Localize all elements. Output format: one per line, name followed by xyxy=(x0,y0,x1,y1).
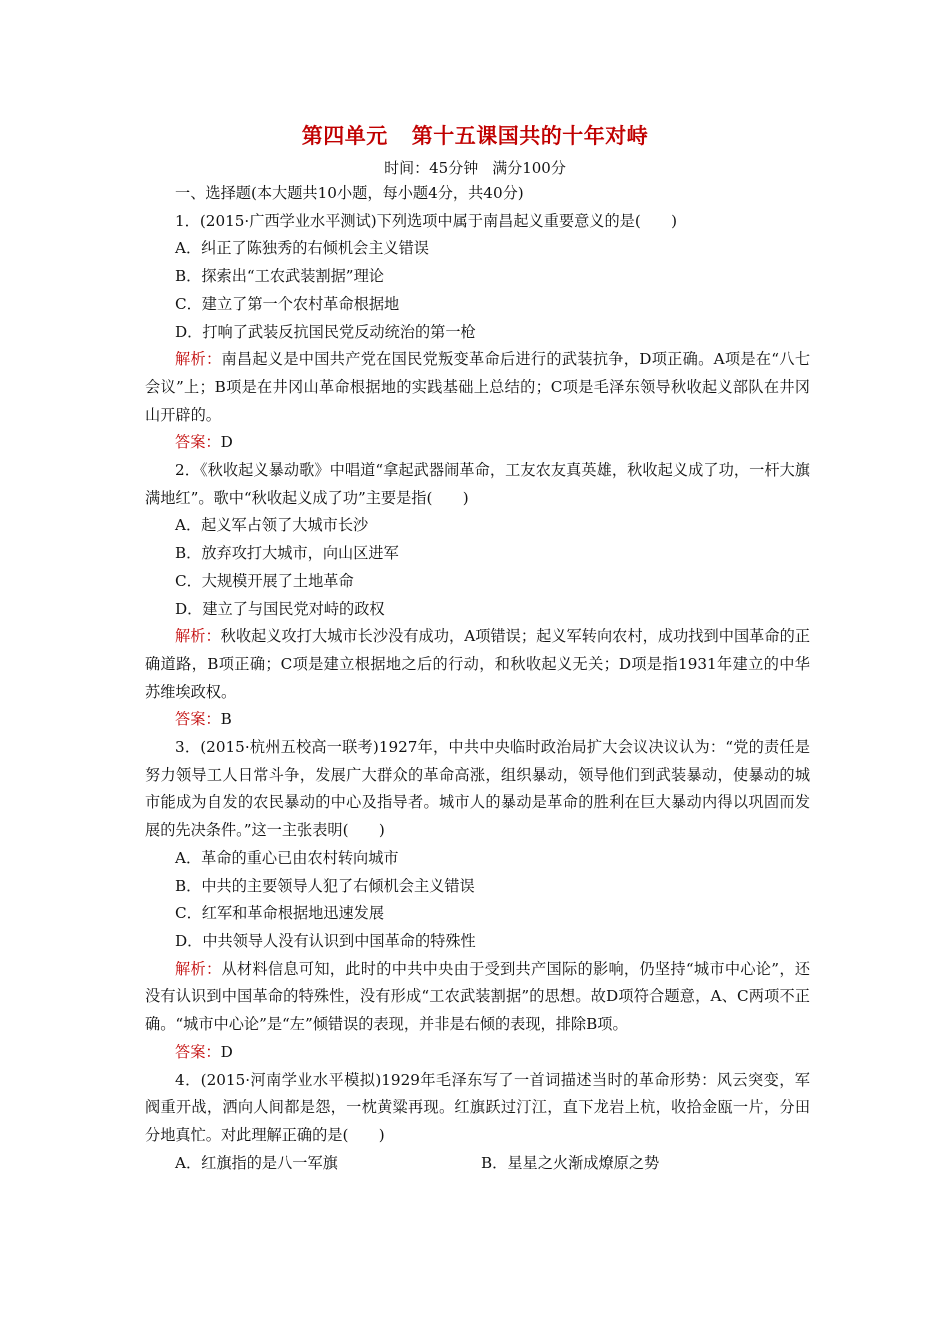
analysis-label: 解析： xyxy=(175,627,221,646)
question-1-option-c: C．建立了第一个农村革命根据地 xyxy=(175,294,400,313)
question-1-answer xyxy=(145,429,810,457)
question-2-option-b: B．放弃攻打大城市，向山区进军 xyxy=(175,544,399,563)
analysis-text: 从材料信息可知，此时的中共中央由于受到共产国际的影响，仍坚持“城市中心论”，还没有认识到中国革命的特殊性，没有形成“工农武装割据”的思想。故D项符合题意，A、C两项不正确。“城市中心论”是“左”倾错误的表现，并非是右倾的表现，排除B项。 xyxy=(145,959,811,1034)
analysis-label: 解析： xyxy=(175,959,222,978)
answer-value: D xyxy=(220,433,233,452)
question-3-option-d: D．中共领导人没有认识到中国革命的特殊性 xyxy=(175,931,476,950)
question-3-option-b: B．中共的主要领导人犯了右倾机会主义错误 xyxy=(175,876,475,895)
exam-info xyxy=(0,157,950,178)
analysis-text: 南昌起义是中国共产党在国民党叛变革命后进行的武装抗争，D项正确。A项是在“八七会议”上；B项是在井冈山革命根据地的实践基础上总结的；C项是毛泽东领导秋收起义部队在井冈山开辟的。 xyxy=(145,350,811,424)
question-3-option-c: C．红军和革命根据地迅速发展 xyxy=(175,904,385,923)
answer-label: 答案： xyxy=(175,1042,221,1061)
question-3-option-a: A．革命的重心已由农村转向城市 xyxy=(175,848,399,867)
analysis-label: 解析： xyxy=(175,350,222,369)
question-3-analysis xyxy=(145,956,810,1039)
question-1-stem: 1．(2015·广西学业水平测试)下列选项中属于南昌起义重要意义的是( ) xyxy=(175,211,678,230)
question-1-option-d: D．打响了武装反抗国民党反动统治的第一枪 xyxy=(175,322,476,341)
analysis-text: 秋收起义攻打大城市长沙没有成功，A项错误；起义军转向农村，成功找到中国革命的正确道路，B项正确；C项是建立根据地之后的行动，和秋收起义无关；D项是指1931年建立的中华苏维埃政权。 xyxy=(145,627,811,701)
answer-value: B xyxy=(220,710,232,729)
question-content xyxy=(145,180,810,1177)
question-3-answer xyxy=(145,1039,810,1067)
unit-title: 第四单元 xyxy=(301,123,388,148)
answer-value: D xyxy=(220,1042,233,1061)
question-4-option-b: B．星星之火渐成燎原之势 xyxy=(481,1153,660,1172)
question-1-analysis xyxy=(145,346,810,429)
question-4-option-a: A．红旗指的是八一军旗 xyxy=(175,1153,338,1172)
question-1-option-a: A．纠正了陈独秀的右倾机会主义错误 xyxy=(175,239,429,258)
lesson-title: 第十五课国共的十年对峙 xyxy=(411,123,649,148)
question-2-option-d: D．建立了与国民党对峙的政权 xyxy=(175,599,385,618)
question-2-option-a: A．起义军占领了大城市长沙 xyxy=(175,516,369,535)
full-score: 满分100分 xyxy=(492,159,566,177)
answer-label: 答案： xyxy=(175,433,221,452)
question-1-option-b: B．探索出“工农武装割据”理论 xyxy=(175,267,384,286)
question-3-stem: 3．(2015·杭州五校高一联考)1927年，中共中央临时政治局扩大会议决议认为：“党的责任是努力领导工人日常斗争，发展广大群众的革命高涨，组织暴动，领导他们到武装暴动，使暴动的城市能成为自发的农民暴动的中心及指导者。城市人的暴动是革命的胜利在巨大暴动内得以巩固而发展的先决条件。”这一主张表明( ) xyxy=(145,738,810,840)
time-limit: 时间：45分钟 xyxy=(384,159,479,177)
question-4-options-row xyxy=(145,1150,810,1178)
question-2-stem: 2．《秋收起义暴动歌》中唱道“拿起武器闹革命，工友农友真英雄，秋收起义成了功，一杆大旗满地红”。歌中“秋收起义成了功”主要是指( ) xyxy=(145,461,810,507)
question-2-answer xyxy=(145,706,810,734)
question-2-option-c: C．大规模开展了土地革命 xyxy=(175,571,354,590)
answer-label: 答案： xyxy=(175,710,221,729)
section-heading: 一、选择题(本大题共10小题，每小题4分，共40分) xyxy=(175,184,524,202)
question-2-analysis xyxy=(145,623,810,706)
page-title xyxy=(0,120,950,150)
question-4-stem: 4．(2015·河南学业水平模拟)1929年毛泽东写了一首词描述当时的革命形势：风云突变，军阀重开战，洒向人间都是怨，一枕黄粱再现。红旗跃过汀江，直下龙岩上杭，收拾金瓯一片，分田分地真忙。对此理解正确的是( ) xyxy=(145,1070,810,1144)
